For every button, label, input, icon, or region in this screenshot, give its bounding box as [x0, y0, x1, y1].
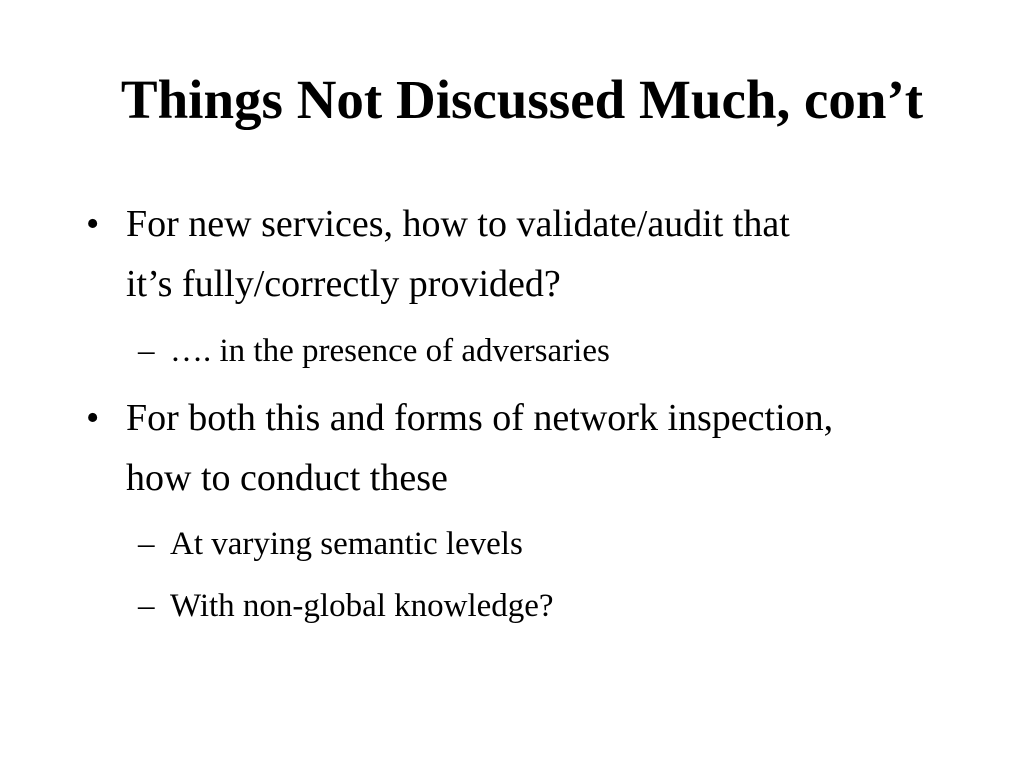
sub-bullet-item	[138, 586, 738, 626]
bullet-text-line: For new services, how to validate/audit that	[126, 203, 790, 245]
sub-bullet-marker: –	[138, 588, 155, 624]
bullet-text-line: how to conduct these	[126, 457, 448, 499]
sub-bullet-marker: –	[138, 333, 155, 369]
bullet-item	[86, 388, 1006, 508]
sub-bullet-text: …. in the presence of adversaries	[170, 333, 610, 369]
bullet-item	[86, 194, 1006, 314]
sub-bullet-item	[138, 524, 738, 564]
bullet-text-line: For both this and forms of network inspection,	[126, 397, 834, 439]
bullet-marker: •	[86, 397, 100, 439]
sub-bullet-item	[138, 331, 738, 371]
sub-bullet-text: At varying semantic levels	[170, 526, 523, 562]
bullet-marker: •	[86, 203, 100, 245]
sub-bullet-marker: –	[138, 526, 155, 562]
bullet-text-line: it’s fully/correctly provided?	[126, 263, 561, 305]
slide-title: Things Not Discussed Much, con’t	[120, 69, 924, 130]
sub-bullet-text: With non-global knowledge?	[170, 588, 554, 624]
